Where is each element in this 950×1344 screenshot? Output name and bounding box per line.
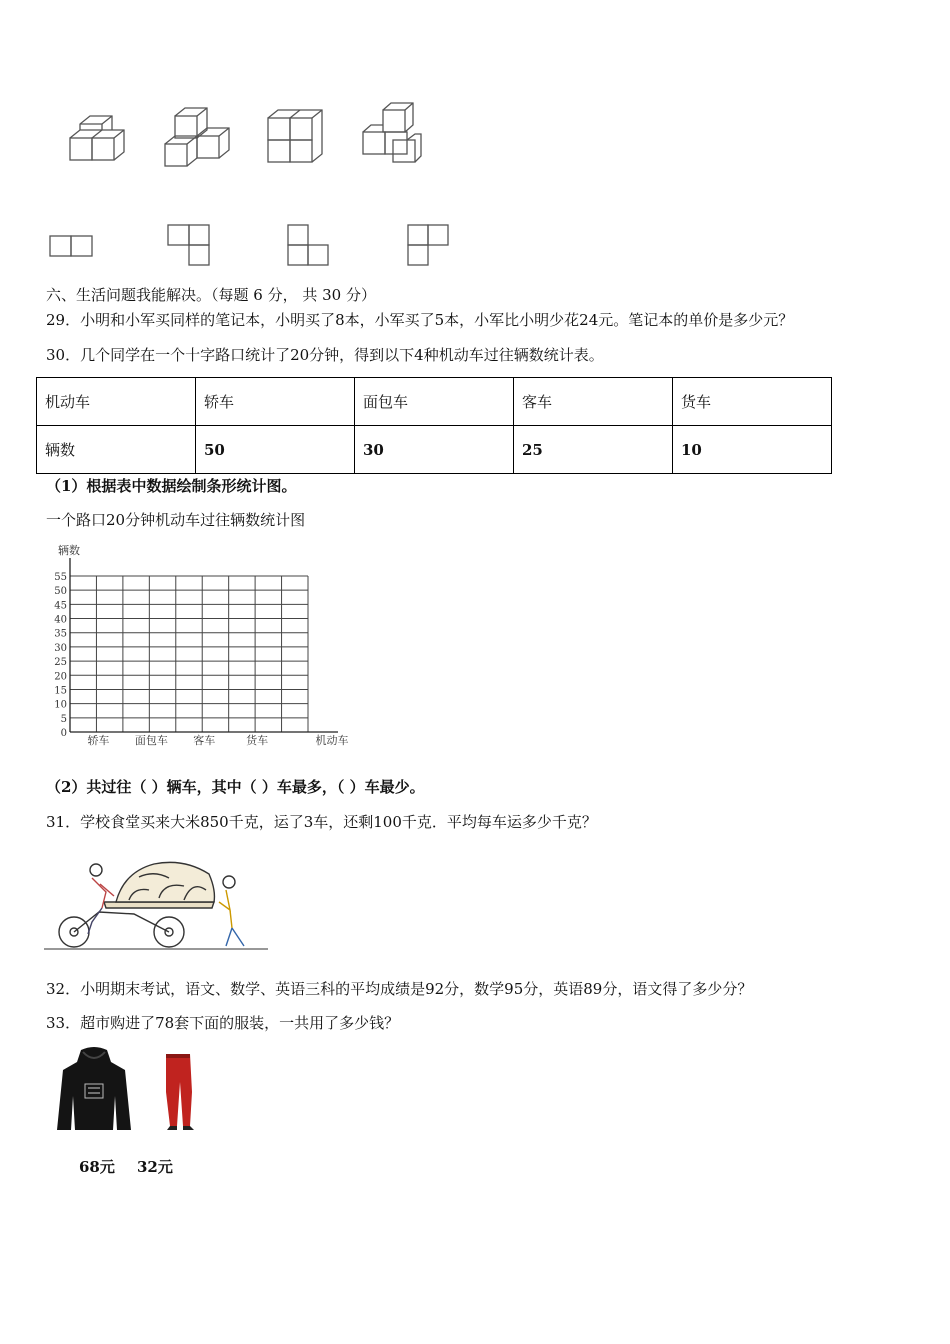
y-tick-label: 5	[60, 713, 67, 725]
table-cell: 50	[196, 426, 355, 474]
view-1	[50, 236, 92, 256]
y-tick-label: 40	[54, 614, 67, 626]
x-category-label: 货车	[246, 734, 269, 747]
cube-figure-3	[268, 110, 322, 162]
x-axis-label: 机动车	[315, 734, 349, 747]
pants-price: 32元	[137, 1158, 173, 1176]
y-tick-label: 45	[54, 600, 67, 612]
x-category-label: 轿车	[87, 734, 110, 747]
y-tick-label: 0	[60, 728, 67, 739]
table-row-label: 辆数	[37, 426, 196, 474]
question-30: 30．几个同学在一个十字路口统计了20分钟，得到以下4种机动车过往辆数统计表。	[46, 346, 604, 364]
question-29: 29．小明和小军买同样的笔记本，小明买了8本，小军买了5本，小军比小明少花24元。笔记本的单价是多少元？	[46, 311, 794, 329]
table-header-cell: 客车	[514, 378, 673, 426]
table-cell: 30	[355, 426, 514, 474]
chart-title: 一个路口20分钟机动车过往辆数统计图	[46, 511, 306, 529]
view-3	[288, 225, 328, 265]
red-pants-image	[160, 1052, 200, 1132]
cube-figure-2	[165, 108, 229, 166]
y-tick-label: 20	[54, 671, 67, 683]
table-row	[37, 426, 832, 474]
table-header-cell: 机动车	[37, 378, 196, 426]
cube-figures-3d	[60, 98, 440, 170]
y-axis-label: 辆数	[58, 544, 80, 557]
cube-figure-4	[363, 103, 421, 162]
y-tick-label: 25	[54, 657, 67, 669]
cube-figure-1	[70, 116, 124, 160]
question-33: 33．超市购进了78套下面的服装，一共用了多少钱？	[46, 1014, 400, 1032]
y-tick-label: 10	[54, 699, 67, 711]
y-tick-label: 15	[54, 685, 67, 697]
table-header-cell: 轿车	[196, 378, 355, 426]
bar-chart-grid	[40, 538, 360, 750]
table-cell: 25	[514, 426, 673, 474]
hoodie-price: 68元	[79, 1158, 115, 1176]
view-4	[408, 225, 448, 265]
table-header-cell: 货车	[673, 378, 832, 426]
question-30-part-2: （2）共过往（ ）辆车，其中（ ）车最多，（ ）车最少。	[46, 778, 425, 796]
y-tick-label: 55	[54, 572, 67, 583]
hoodie-image	[55, 1046, 133, 1132]
table-cell: 10	[673, 426, 832, 474]
tricycle-illustration	[44, 852, 269, 952]
section-6-header: 六、生活问题我能解决。（每题 6 分， 共 30 分）	[46, 286, 376, 304]
view-2	[168, 225, 209, 265]
question-32: 32．小明期末考试，语文、数学、英语三科的平均成绩是92分，数学95分，英语89分，语文得了多少分？	[46, 980, 753, 998]
question-31: 31．学校食堂买来大米850千克，运了3车，还剩100千克．平均每车运多少千克？	[46, 813, 597, 831]
y-tick-label: 35	[54, 628, 67, 640]
y-tick-label: 50	[54, 586, 67, 598]
table-header-cell: 面包车	[355, 378, 514, 426]
x-category-label: 面包车	[134, 734, 168, 747]
vehicle-count-table	[36, 377, 832, 474]
question-30-part-1: （1）根据表中数据绘制条形统计图。	[46, 477, 297, 495]
table-header-row	[37, 378, 832, 426]
y-tick-label: 30	[54, 642, 67, 654]
x-category-label: 客车	[193, 734, 216, 747]
cube-views-2d	[45, 222, 455, 270]
